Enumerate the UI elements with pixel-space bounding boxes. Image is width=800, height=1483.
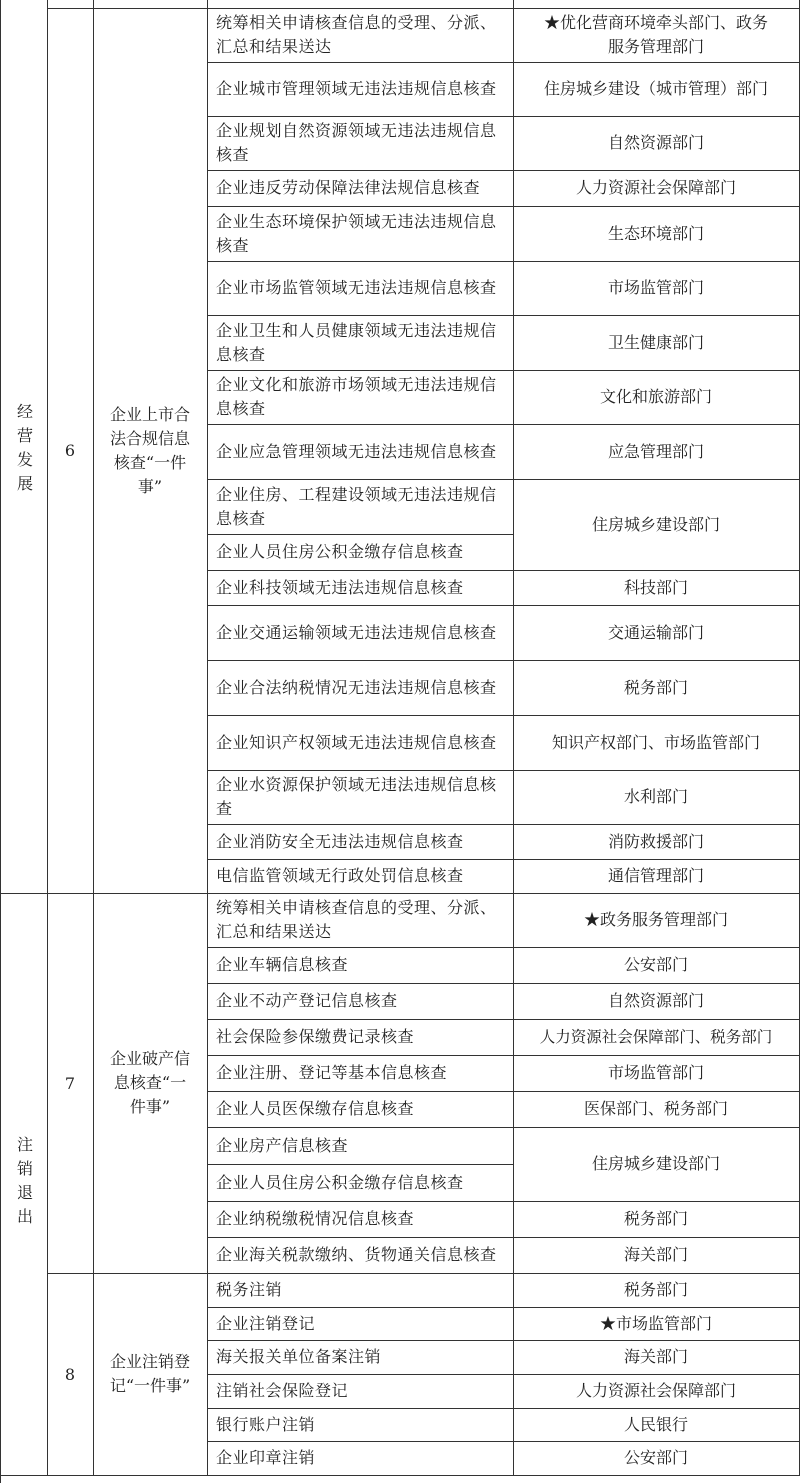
- item-cell: 企业违反劳动保障法律法规信息核查: [216, 178, 481, 197]
- stage-text: 注销退出: [14, 1136, 34, 1232]
- matter-name: 企业破产信息核查“一件事”: [109, 1049, 190, 1116]
- table-line-bottom: [0, 1475, 800, 1476]
- dept-cell: 交通运输部门: [607, 622, 704, 642]
- dept-cell: ★市场监管部门: [599, 1313, 712, 1333]
- item-cell: 企业海关税款缴纳、货物通关信息核查: [216, 1245, 497, 1264]
- dept-cell-merged: 住房城乡建设部门: [591, 514, 720, 534]
- item-cell: 统筹相关申请核查信息的受理、分派、汇总和结果送达: [216, 13, 497, 56]
- dept-cell: 自然资源部门: [607, 991, 704, 1010]
- item-cell: 企业消防安全无违法违规信息核查: [216, 831, 464, 851]
- dept-cell: 税务部门: [623, 1280, 688, 1299]
- item-cell: 企业印章注销: [216, 1448, 316, 1467]
- dept-cell: 消防救援部门: [607, 831, 704, 851]
- item-cell: 企业水资源保护领域无违法违规信息核查: [216, 775, 497, 818]
- dept-cell: 文化和旅游部门: [599, 387, 712, 406]
- item-cell: 海关报关单位备案注销: [216, 1347, 382, 1366]
- dept-cell: 通信管理部门: [607, 866, 704, 885]
- item-cell: 企业合法纳税情况无违法违规信息核查: [216, 677, 497, 697]
- item-cell: 电信监管领域无行政处罚信息核查: [216, 866, 464, 885]
- item-cell: 企业车辆信息核查: [216, 955, 349, 974]
- item-cell: 企业生态环境保护领域无违法违规信息核查: [216, 211, 497, 255]
- dept-cell: 海关部门: [623, 1347, 688, 1366]
- dept-cell: ★政务服务管理部门: [583, 910, 728, 929]
- dept-cell: 税务部门: [623, 677, 688, 697]
- item-cell: 企业文化和旅游市场领域无违法违规信息核查: [216, 375, 497, 418]
- dept-cell: 海关部门: [623, 1245, 688, 1264]
- item-cell: 企业规划自然资源领域无违法违规信息核查: [216, 121, 497, 164]
- item-cell: 企业知识产权领域无违法违规信息核查: [216, 732, 497, 752]
- dept-cell: ★优化营商环境牵头部门、政务服务管理部门: [543, 13, 768, 56]
- item-cell: 税务注销: [216, 1280, 283, 1299]
- stage-label: [0, 8, 47, 893]
- matter-number: 6: [64, 441, 76, 460]
- dept-cell: 住房城乡建设（城市管理）部门: [543, 79, 768, 98]
- stage-text: 经营发展: [14, 402, 34, 499]
- matter-name: 企业上市合法合规信息核查“一件事”: [109, 404, 190, 496]
- dept-cell: 卫生健康部门: [607, 332, 704, 352]
- dept-cell: 人力资源社会保障部门、税务部门: [539, 1028, 773, 1046]
- item-cell: 企业交通运输领域无违法违规信息核查: [216, 622, 497, 642]
- matter-number: 8: [64, 1364, 76, 1384]
- item-cell: 企业应急管理领域无违法违规信息核查: [216, 441, 497, 461]
- item-cell: 企业科技领域无违法违规信息核查: [216, 577, 464, 597]
- dept-cell: 生态环境部门: [607, 223, 704, 243]
- dept-cell: 科技部门: [623, 577, 688, 597]
- matter-number: 7: [64, 1073, 76, 1093]
- item-cell: 企业不动产登记信息核查: [216, 991, 398, 1010]
- item-cell: 企业注册、登记等基本信息核查: [216, 1063, 448, 1082]
- item-cell: 企业人员医保缴存信息核查: [216, 1099, 415, 1118]
- dept-cell: 人民银行: [623, 1414, 688, 1434]
- dept-cell: 应急管理部门: [607, 441, 704, 461]
- matter-name: 企业注销登记“一件事”: [109, 1352, 191, 1395]
- item-cell: 企业纳税缴税情况信息核查: [216, 1209, 415, 1228]
- item-cell: 统筹相关申请核查信息的受理、分派、汇总和结果送达: [216, 898, 497, 941]
- dept-cell: 公安部门: [623, 955, 688, 974]
- dept-cell: 税务部门: [623, 1209, 688, 1228]
- dept-cell: 市场监管部门: [607, 1063, 704, 1082]
- dept-cell: 知识产权部门、市场监管部门: [551, 732, 760, 752]
- dept-cell-merged: 住房城乡建设部门: [591, 1154, 720, 1173]
- item-cell: 银行账户注销: [216, 1414, 316, 1434]
- dept-cell: 自然资源部门: [607, 133, 704, 152]
- item-cell: 注销社会保险登记: [216, 1381, 349, 1400]
- dept-cell: 人力资源社会保障部门: [575, 1381, 736, 1400]
- dept-cell: 水利部门: [623, 787, 688, 806]
- item-cell: 企业市场监管领域无违法违规信息核查: [216, 278, 497, 297]
- item-cell: 企业住房、工程建设领域无违法违规信息核查: [216, 484, 497, 528]
- dept-cell: 公安部门: [623, 1448, 688, 1467]
- item-cell: 企业注销登记: [216, 1313, 316, 1333]
- item-cell: 社会保险参保缴费记录核查: [216, 1027, 415, 1046]
- dept-cell: 市场监管部门: [607, 278, 704, 297]
- dept-cell: 医保部门、税务部门: [583, 1099, 728, 1118]
- item-cell: 企业人员住房公积金缴存信息核查: [216, 542, 464, 561]
- dept-cell: 人力资源社会保障部门: [575, 178, 736, 197]
- item-cell: 企业房产信息核查: [216, 1135, 349, 1155]
- item-cell: 企业卫生和人员健康领域无违法违规信息核查: [216, 320, 497, 364]
- item-cell: 企业城市管理领域无违法违规信息核查: [216, 79, 497, 98]
- item-cell: 企业人员住房公积金缴存信息核查: [216, 1172, 464, 1192]
- stage-label: [0, 893, 47, 1475]
